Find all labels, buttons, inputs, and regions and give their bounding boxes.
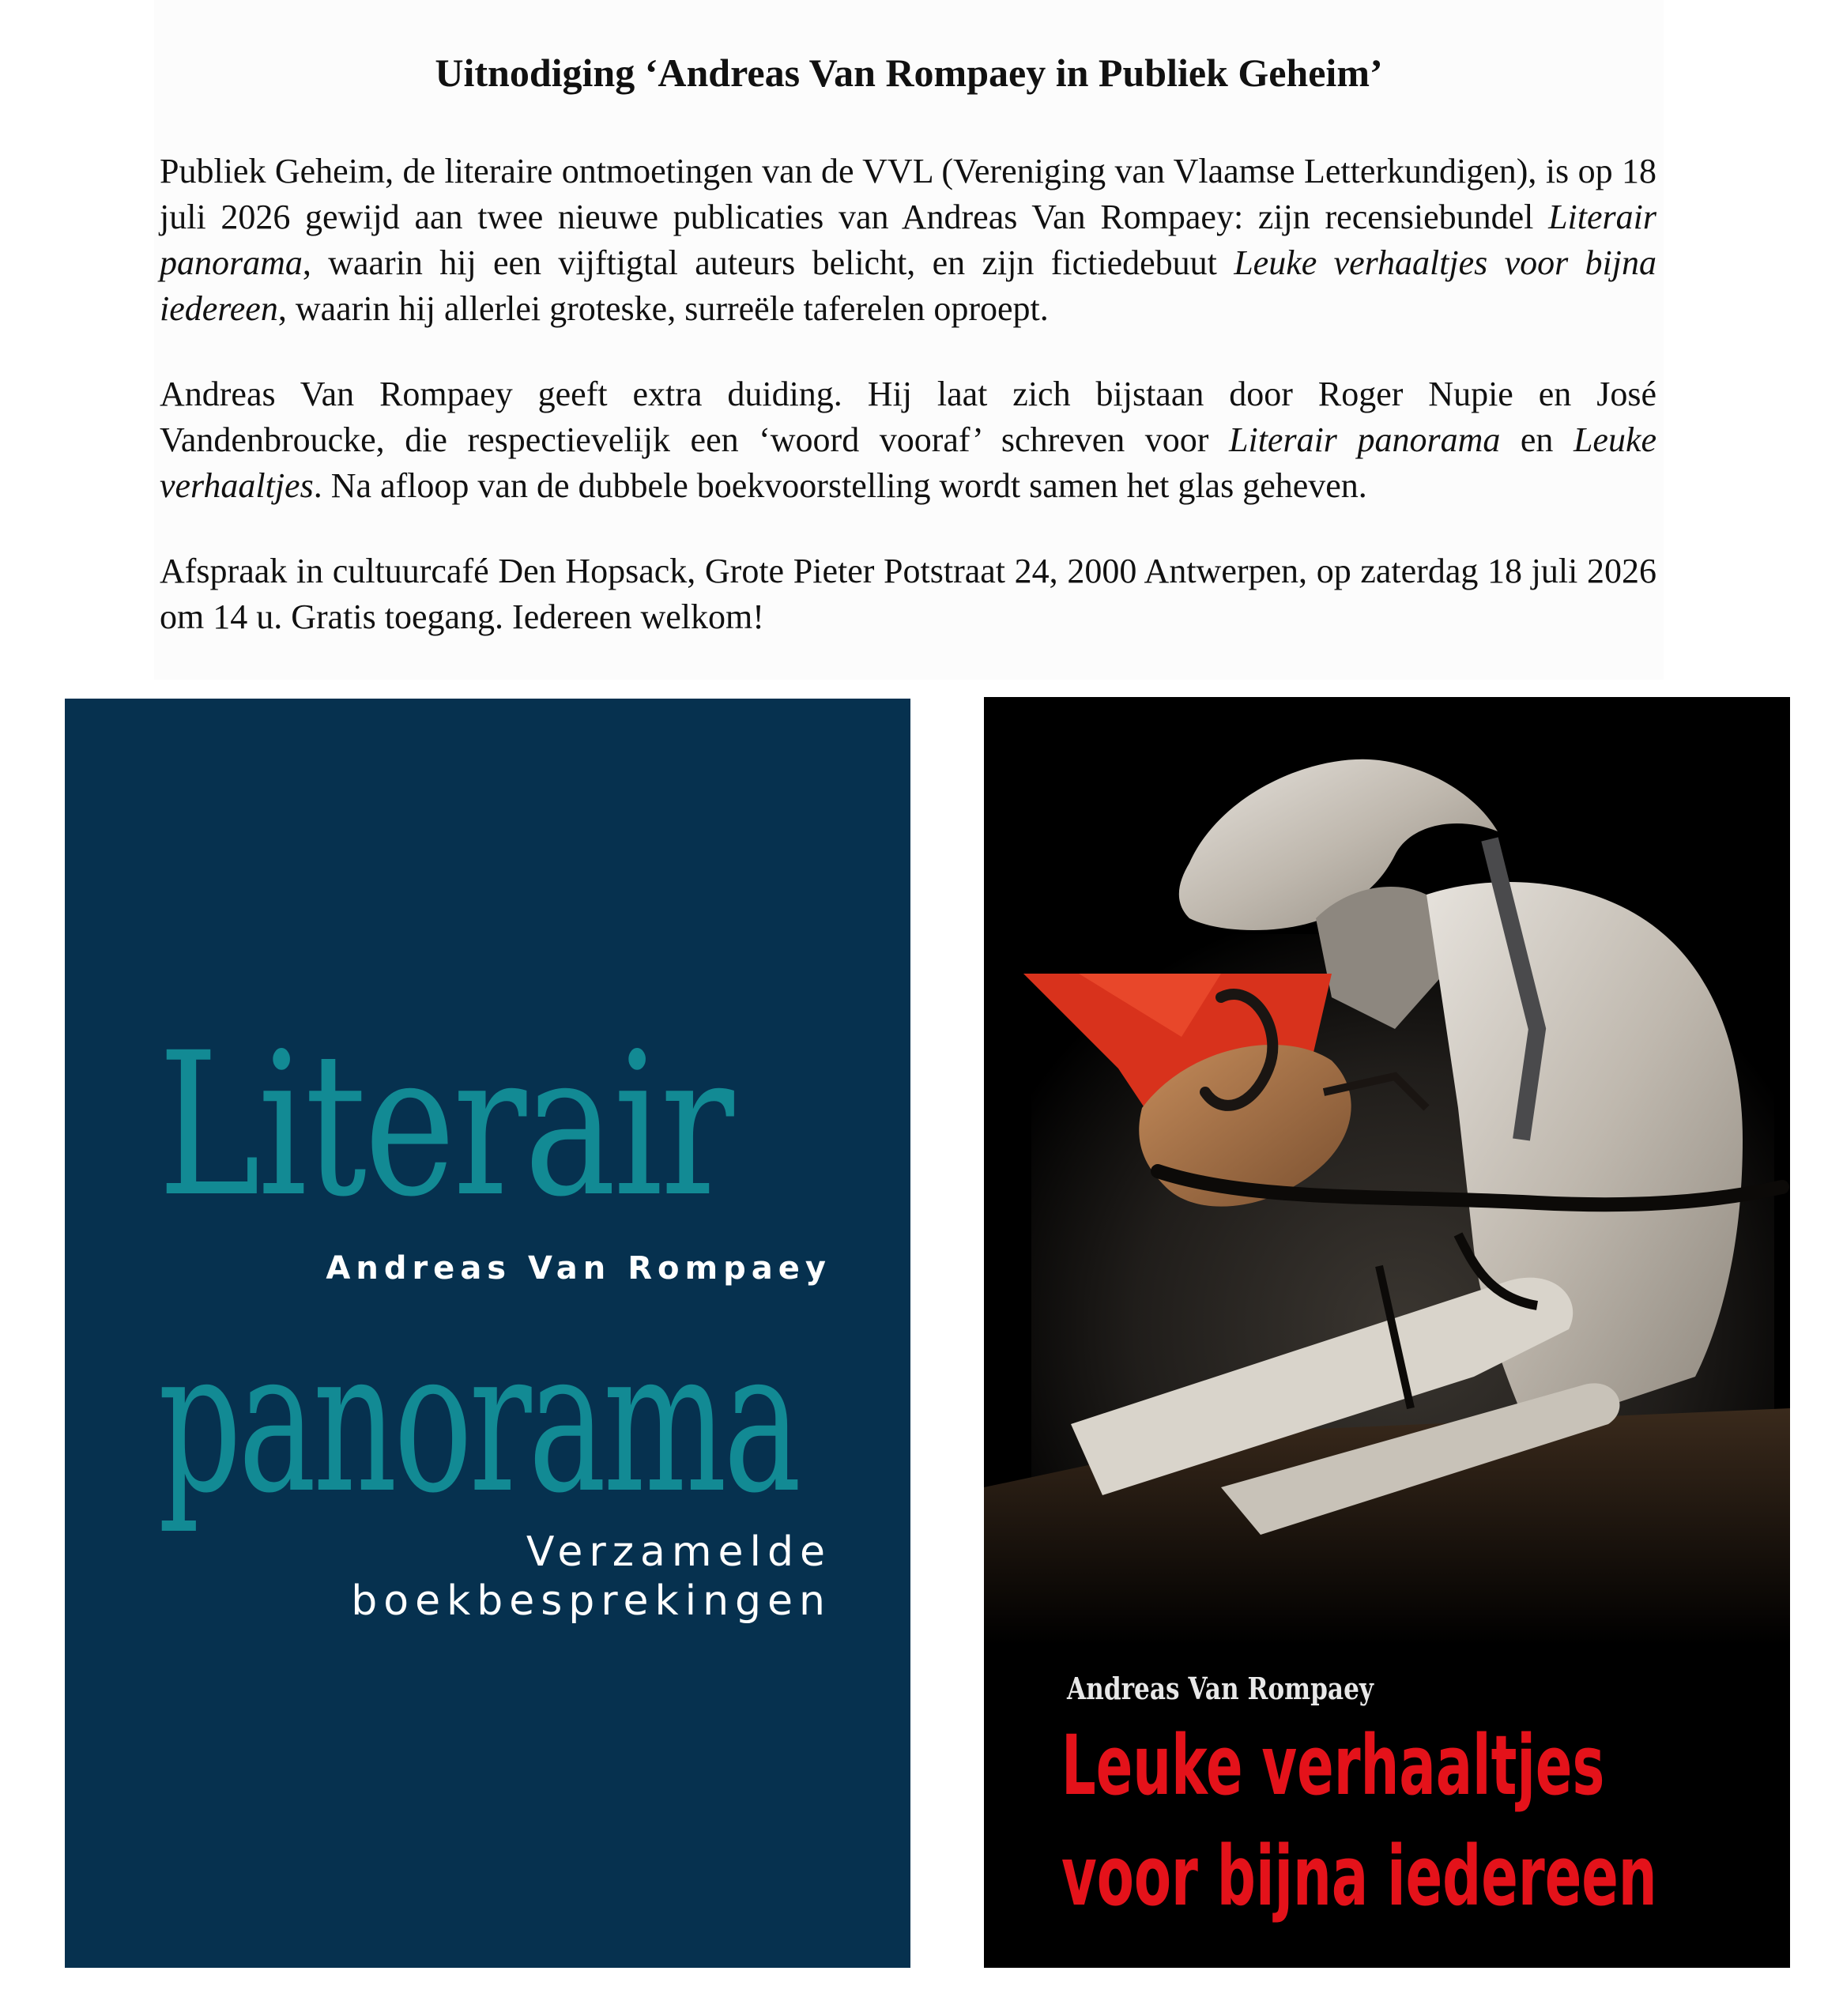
- invitation-title: Uitnodiging ‘Andreas Van Rompaey in Publiek Geheim’: [435, 51, 1383, 95]
- book-title-leuke-verhaaltjes: Leuke verhaaltjes: [160, 420, 1657, 505]
- paragraph-intro-text-1: Publiek Geheim, de literaire ontmoetingen van de VVL (Vereniging van Vlaamse Letterkundigen), is op 18 juli 2026 gewijd aan twee nieuwe publicaties van Andreas Van Rompaey: zijn recensiebundel: [160, 152, 1656, 236]
- cover-title-line-1: Leuke verhaaltjes: [1061, 1717, 1605, 1814]
- cover-title-line-1: Literair: [158, 1010, 732, 1240]
- cover-painting: [984, 697, 1790, 1645]
- paragraph-intro-text-2: , waarin hij een vijftigtal auteurs belicht, en zijn fictiedebuut: [302, 243, 1234, 282]
- book-cover-leuke-verhaaltjes: [984, 697, 1790, 1968]
- cover-author: Andreas Van Rompaey: [326, 1250, 831, 1287]
- book-cover-literair-panorama: [65, 699, 910, 1968]
- paragraph-details: [160, 371, 1656, 509]
- cover-author: Andreas Van Rompaey: [1067, 1671, 1374, 1706]
- paragraph-intro: [160, 149, 1656, 332]
- book-title-literair-panorama: Literair panorama: [160, 198, 1656, 282]
- cover-title-line-2: panorama: [158, 1306, 799, 1536]
- paragraph-details-text-3: . Na afloop van de dubbele boekvoorstelling wordt samen het glas geheven.: [313, 466, 1367, 505]
- paragraph-details-text-1: Andreas Van Rompaey geeft extra duiding. Hij laat zich bijstaan door Roger Nupie en José Vandenbroucke, die respectievelijk een ‘woord vooraf’ schreven voor: [160, 375, 1656, 459]
- book-title-leuke-verhaaltjes: Leuke verhaaltjes voor bijna iedereen: [160, 243, 1657, 328]
- paragraph-appointment: Afspraak in cultuurcafé Den Hopsack, Grote Pieter Potstraat 24, 2000 Antwerpen, op zaterdag 18 juli 2026 om 14 u. Gratis toegang. Iedereen welkom!: [160, 552, 1656, 636]
- cover-title-line-2: voor bijna iedereen: [1061, 1828, 1657, 1924]
- paragraph-details-text-2: en: [1500, 420, 1574, 459]
- paragraph-intro-text-3: , waarin hij allerlei groteske, surreële taferelen oproept.: [277, 289, 1049, 328]
- book-title-literair-panorama: Literair panorama: [1229, 420, 1501, 459]
- cover-subtitle-line-1: Verzamelde: [526, 1528, 831, 1576]
- cover-subtitle-line-2: boekbesprekingen: [351, 1577, 831, 1625]
